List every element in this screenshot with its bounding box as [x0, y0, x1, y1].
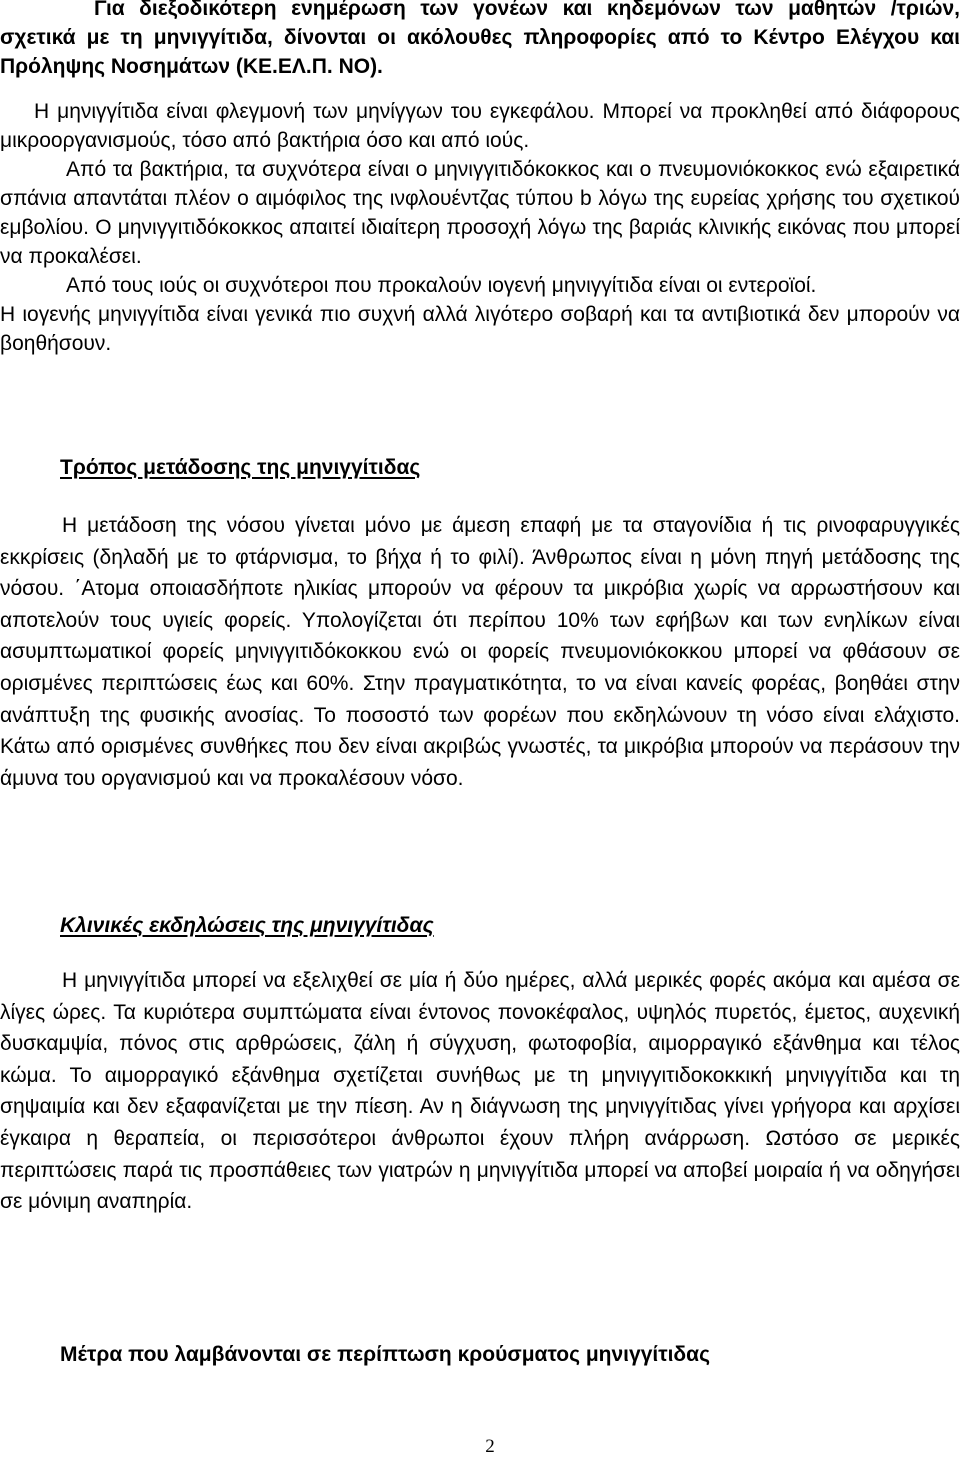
- intro-paragraph-4: Η ιογενής μηνιγγίτιδα είναι γενικά πιο συχνή αλλά λιγότερο σοβαρή και τα αντιβιοτικά δεν μπορούν να βοηθήσουν.: [0, 303, 960, 355]
- intro-paragraph-3: Από τους ιούς οι συχνότεροι που προκαλούν ιογενή μηνιγγίτιδα είναι οι εντεροϊοί.: [66, 274, 817, 297]
- measures-title: Μέτρα που λαμβάνονται σε περίπτωση κρούσματος μηνιγγίτιδας: [60, 1343, 710, 1366]
- transmission-title: Τρόπος μετάδοσης της μηνιγγίτιδας: [60, 456, 421, 479]
- intro-section: [0, 0, 960, 358]
- clinical-text: Η μηνιγγίτιδα μπορεί να εξελιχθεί σε μία ή δύο ημέρες, αλλά μερικές φορές ακόμα και αμέσα σε λίγες ώρες. Τα κυριότερα συμπτώματα είναι έντονος πονοκέφαλος, υψηλός πυρετός, έμετος, αυχενική δυσκαμψία, πόνος στις αρθρώσεις, ζάλη ή σύγχυση, φωτοφοβία, αιμορραγικό εξάνθημα και τέλος κώμα. Το αιμορραγικό εξάνθημα σχετίζεται συνήθως με τη μηνιγγιτιδοκοκκική μηνιγγίτιδα και τη σηψαιμία και δεν εξαφανίζεται με την πίεση. Αν η διάγνωση της μηνιγγίτιδας γίνει γρήγορα και αρχίσει έγκαιρα η θεραπεία, οι περισσότεροι άνθρωποι έχουν πλήρη ανάρρωση. Ωστόσο σε μερικές περιπτώσεις παρά τις προσπάθειες των γιατρών η μηνιγγίτιδα μπορεί να αποβεί μοιραία ή να οδηγήσει σε μόνιμη αναπηρία.: [0, 969, 960, 1214]
- intro-paragraph-2: Από τα βακτήρια, τα συχνότερα είναι ο μηνιγγιτιδόκοκκος και ο πνευμονιόκοκκος ενώ εξαιρετικά σπάνια απαντάται πλέον ο αιμόφιλος της ινφλουέντζας τύπου b λόγω της ευρείας χρήσης του σχετικού εμβολίου. Ο μηνιγγιτιδόκοκκος απαιτεί ιδιαίτερη προσοχή λόγω της βαριάς κλινικής εικόνας που μπορεί να προκαλέσει.: [0, 158, 960, 268]
- intro-paragraph-1: Η μηνιγγίτιδα είναι φλεγμονή των μηνίγγων του εγκεφάλου. Μπορεί να προκληθεί από διάφορους μικροοργανισμούς, τόσο από βακτήρια όσο και από ιούς.: [0, 100, 960, 152]
- clinical-title: Κλινικές εκδηλώσεις της μηνιγγίτιδας: [60, 914, 434, 937]
- intro-heading-paragraph: Για διεξοδικότερη ενημέρωση των γονέων και κηδεμόνων των μαθητών /τριών, σχετικά με τη μηνιγγίτιδα, δίνονται οι ακόλουθες πληροφορίες από το Κέντρο Ελέγχου και Πρόληψης Νοσημάτων (ΚΕ.ΕΛ.Π. ΝΟ).: [0, 0, 960, 78]
- transmission-text: Η μετάδοση της νόσου γίνεται μόνο με άμεση επαφή με τα σταγονίδια ή τις ρινοφαρυγγικές εκκρίσεις (δηλαδή με το φτάρνισμα, το βήχα ή το φιλί). Άνθρωπος είναι η μόνη πηγή μετάδοσης της νόσου. ΄Ατομα οποιασδήποτε ηλικίας μπορούν να φέρουν τα μικρόβια χωρίς να αρρωστήσουν και αποτελούν τους υγιείς φορείς. Υπολογίζεται ότι περίπου 10% των εφήβων και των ενηλίκων είναι ασυμπτωματικοί φορείς μηνιγγιτιδόκοκκου ενώ οι φορείς πνευμονιόκοκκου μπορεί να φθάσουν σε ορισμένες περιπτώσεις έως και 60%. Στην πραγματικότητα, το να είναι κανείς φορέας, βοηθάει στην ανάπτυξη της φυσικής ανοσίας. Το ποσοστό των φορέων που εκδηλώνουν τη νόσο είναι ελάχιστο. Κάτω από ορισμένες συνθήκες που δεν είναι ακριβώς γνωστές, τα μικρόβια μπορούν να περάσουν την άμυνα του οργανισμού και να προκαλέσουν νόσο.: [0, 514, 960, 790]
- page-number: 2: [485, 1436, 495, 1457]
